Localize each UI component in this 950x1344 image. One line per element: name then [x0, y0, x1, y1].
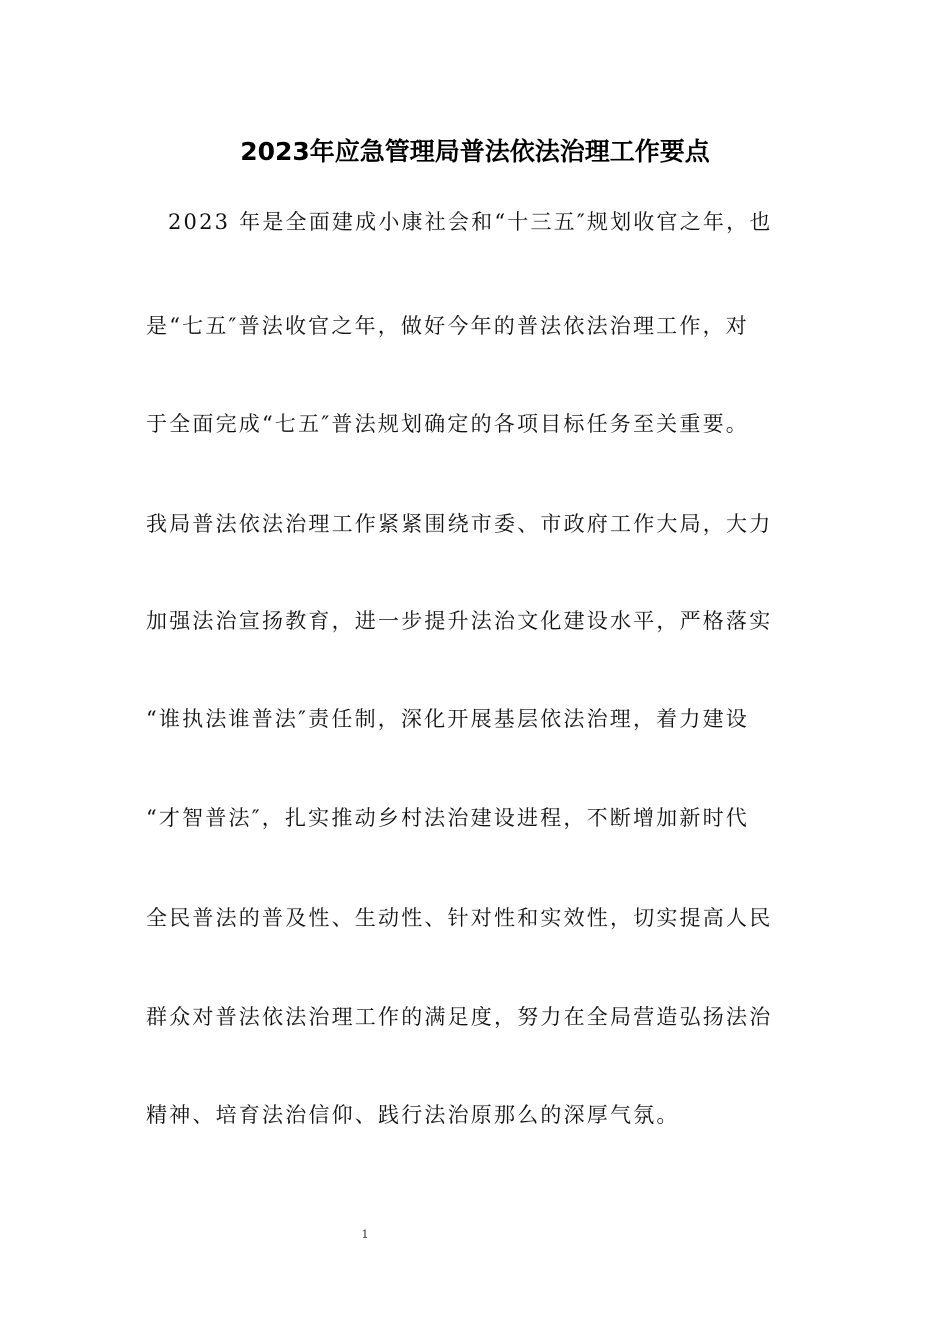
body-line-5: 加强法治宣扬教育，进一步提升法治文化建设水平，严格落实 — [146, 609, 773, 633]
body-line-9: 群众对普法依法治理工作的满足度，努力在全局营造弘扬法治 — [146, 1005, 773, 1029]
body-line-6: “谁执法谁普法″责任制，深化开展基层依法治理，着力建设 — [146, 707, 749, 731]
body-line-10: 精神、培育法治信仰、践行法治原那么的深厚气氛。 — [146, 1103, 680, 1127]
body-line-2: 是“七五″普法收官之年，做好今年的普法依法治理工作，对 — [146, 314, 749, 338]
document-title: 2023年应急管理局普法依法治理工作要点 — [240, 137, 710, 166]
body-line-4: 我局普法依法治理工作紧紧围绕市委、市政府工作大局，大力 — [146, 512, 773, 536]
body-line-7: “才智普法″，扎实推动乡村法治建设进程，不断增加新时代 — [146, 806, 749, 830]
body-line-1: 2023 年是全面建成小康社会和“十三五″规划收官之年，也 — [168, 210, 773, 234]
body-line-3: 于全面完成“七五″普法规划确定的各项目标任务至关重要。 — [146, 412, 749, 436]
page-number: 1 — [361, 1228, 369, 1241]
body-line-8: 全民普法的普及性、生动性、针对性和实效性，切实提高人民 — [146, 906, 773, 930]
